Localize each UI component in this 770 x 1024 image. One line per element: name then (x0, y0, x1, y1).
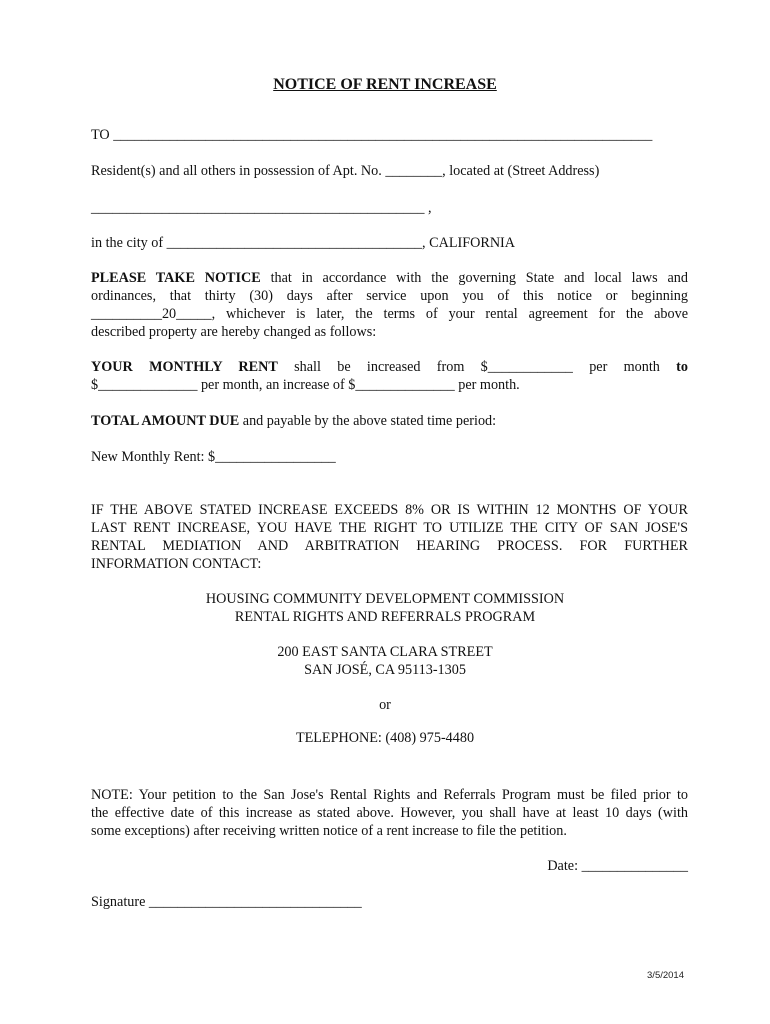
note-line-2: the effective date of this increase as stated above. However, you shall have at least 10 days (with (91, 805, 688, 821)
document-title: NOTICE OF RENT INCREASE (273, 76, 497, 93)
note-line-3: some exceptions) after receiving written notice of a rent increase to file the petition. (91, 823, 567, 839)
rent-lead: YOUR MONTHLY RENT (91, 359, 278, 375)
rent-line-1-text: shall be increased from $____________ per month (277, 359, 677, 375)
warning-line-1: IF THE ABOVE STATED INCREASE EXCEEDS 8% OR IS WITHIN 12 MONTHS OF YOUR (91, 502, 688, 518)
resident-line: Resident(s) and all others in possession of Apt. No. ________, located at (Street Address) (91, 163, 600, 179)
notice-line-2: ordinances, that thirty (30) days after service upon you of this notice or beginning (91, 288, 688, 304)
notice-line-4: described property are hereby changed as follows: (91, 324, 377, 340)
warning-line-3: RENTAL MEDIATION AND ARBITRATION HEARING PROCESS. FOR FURTHER (91, 538, 688, 554)
contact-street: 200 EAST SANTA CLARA STREET (277, 644, 493, 660)
signature-line: Signature ______________________________ (91, 894, 362, 910)
footer-date: 3/5/2014 (647, 970, 684, 981)
notice-line-1 (91, 269, 688, 287)
note-line-1: NOTE: Your petition to the San Jose's Rental Rights and Referrals Program must be filed prior to (91, 787, 688, 803)
notice-lead: PLEASE TAKE NOTICE (91, 270, 261, 286)
to-line: TO ____________________________________________________________________________ (91, 127, 653, 143)
contact-or: or (379, 697, 391, 713)
contact-org-1: HOUSING COMMUNITY DEVELOPMENT COMMISSION (205, 591, 565, 607)
total-lead: TOTAL AMOUNT DUE (91, 413, 240, 429)
total-due-line (91, 412, 688, 430)
rent-line-2: $______________ per month, an increase of $______________ per month. (91, 377, 520, 393)
rent-to: to (676, 359, 688, 375)
total-rest: and payable by the above stated time period: (239, 413, 497, 429)
new-rent-line: New Monthly Rent: $_________________ (91, 449, 336, 465)
contact-org-2: RENTAL RIGHTS AND REFERRALS PROGRAM (234, 609, 536, 625)
contact-phone: TELEPHONE: (408) 975-4480 (295, 730, 475, 746)
warning-line-2: LAST RENT INCREASE, YOU HAVE THE RIGHT TO UTILIZE THE CITY OF SAN JOSE'S (91, 520, 688, 536)
rent-line-1 (91, 358, 688, 376)
date-line: Date: _______________ (547, 858, 688, 874)
notice-line-3: __________20_____, whichever is later, the terms of your rental agreement for the above (91, 306, 688, 322)
city-line: in the city of ____________________________________, CALIFORNIA (91, 235, 516, 251)
contact-city: SAN JOSÉ, CA 95113-1305 (304, 662, 466, 678)
notice-line-1-text: that in accordance with the governing State and local laws and (260, 270, 688, 286)
warning-line-4: INFORMATION CONTACT: (91, 556, 262, 572)
address-blank: _______________________________________________ , (91, 200, 432, 216)
